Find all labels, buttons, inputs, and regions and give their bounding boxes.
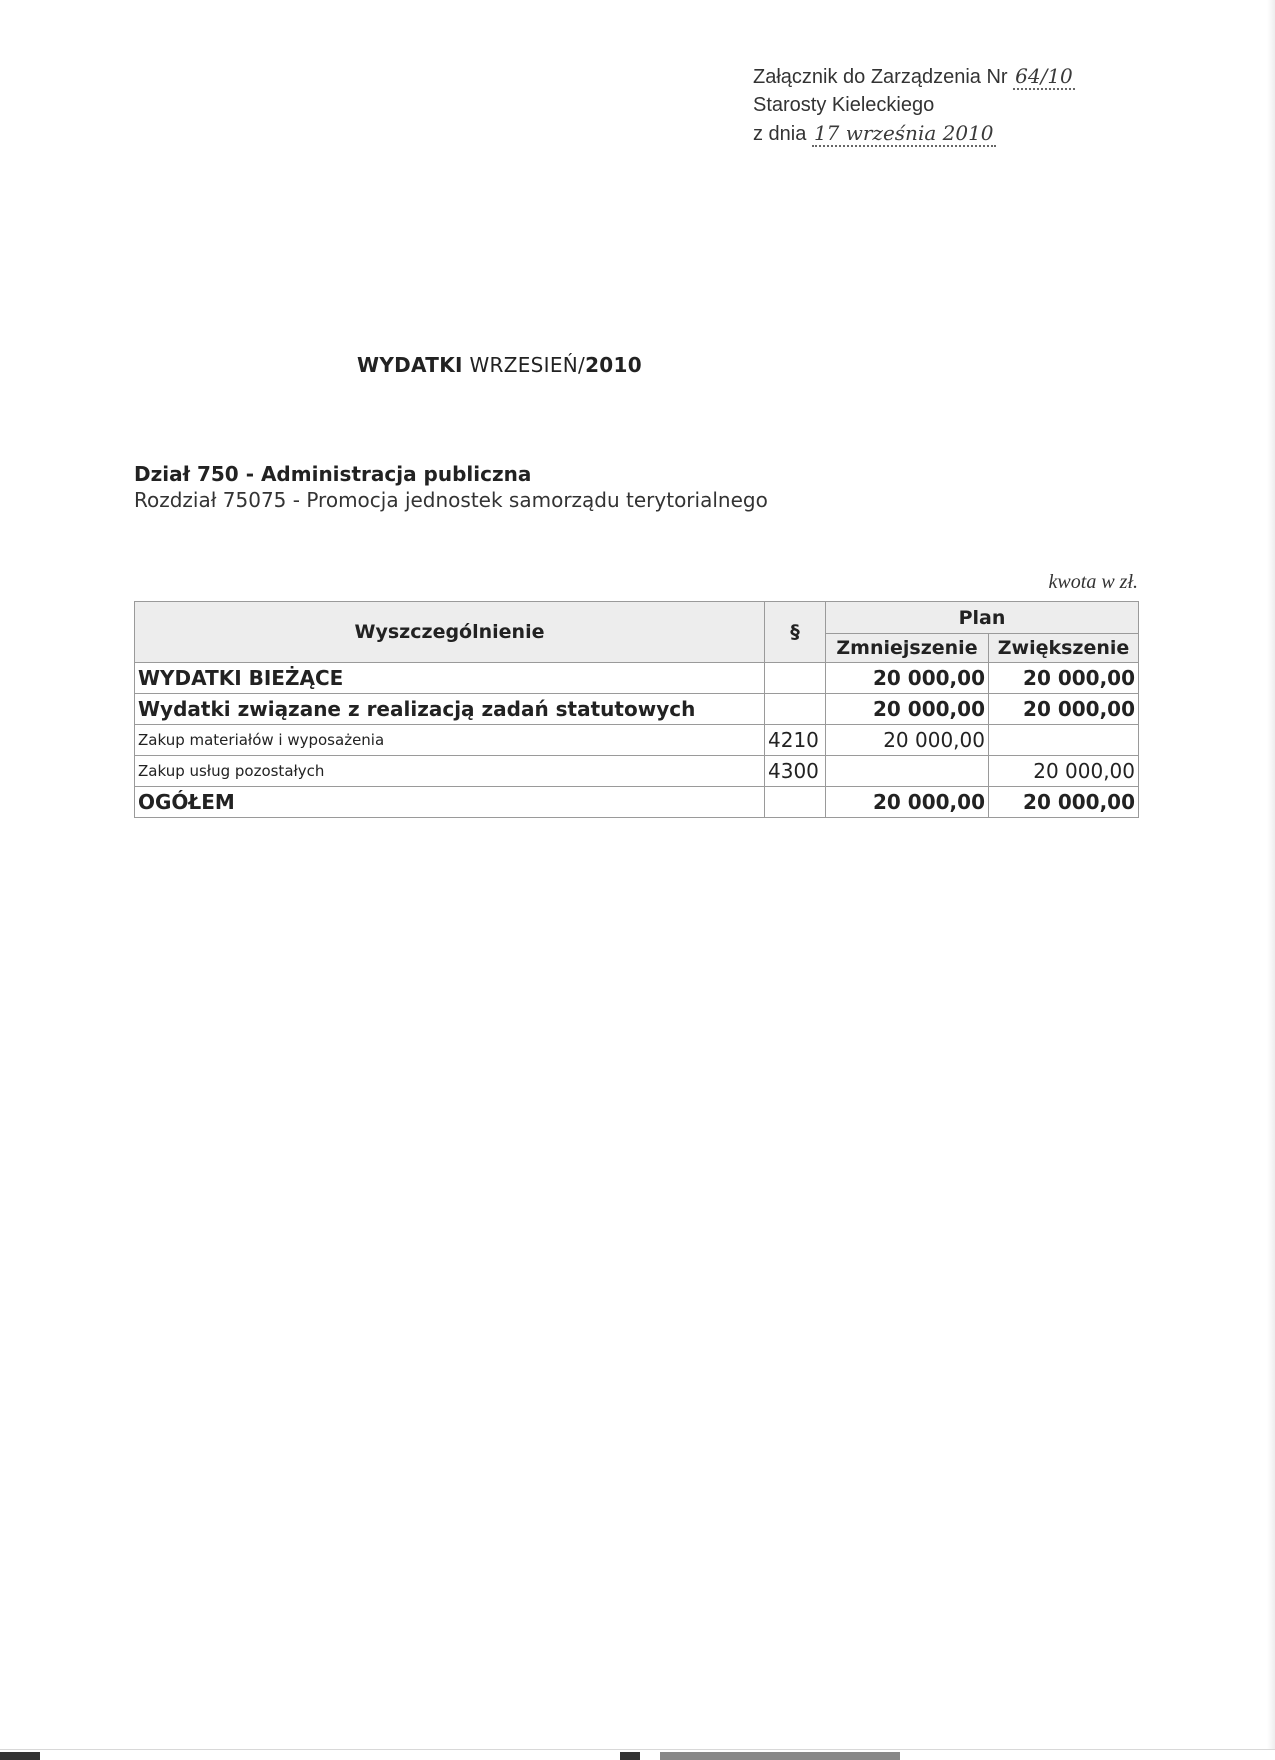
handwritten-order-number: 64/10	[1015, 64, 1073, 88]
title-year: 2010	[585, 353, 642, 377]
title-expenses: WYDATKI	[357, 353, 463, 377]
division-heading: Dział 750 - Administracja publiczna	[134, 462, 532, 486]
row-paragraph	[765, 787, 826, 818]
table-row	[135, 725, 1139, 756]
header-decrease: Zmniejszenie	[826, 634, 989, 663]
annex-line-3	[753, 119, 1075, 148]
header-description: Wyszczególnienie	[135, 602, 765, 663]
row-paragraph: 4300	[765, 756, 826, 787]
section-heading	[134, 461, 768, 513]
scan-mark	[620, 1752, 640, 1760]
annex-prefix: Załącznik do Zarządzenia Nr	[753, 66, 1008, 88]
row-increase: 20 000,00	[989, 756, 1139, 787]
document-title	[357, 353, 642, 377]
row-decrease: 20 000,00	[826, 694, 989, 725]
row-paragraph	[765, 663, 826, 694]
table-row	[135, 756, 1139, 787]
row-description: Zakup usług pozostałych	[135, 756, 765, 787]
row-description: OGÓŁEM	[135, 787, 765, 818]
annex-header	[753, 62, 1075, 148]
title-month: WRZESIEŃ/	[469, 353, 586, 377]
page-edge	[1267, 0, 1275, 1760]
row-description: WYDATKI BIEŻĄCE	[135, 663, 765, 694]
row-decrease	[826, 756, 989, 787]
scan-mark	[0, 1752, 40, 1760]
row-decrease: 20 000,00	[826, 725, 989, 756]
chapter-heading: Rozdział 75075 - Promocja jednostek samorządu terytorialnego	[134, 488, 768, 512]
row-decrease: 20 000,00	[826, 663, 989, 694]
row-paragraph	[765, 694, 826, 725]
header-increase: Zwiększenie	[989, 634, 1139, 663]
row-increase: 20 000,00	[989, 787, 1139, 818]
row-increase: 20 000,00	[989, 663, 1139, 694]
table-row	[135, 663, 1139, 694]
table-header-row	[135, 602, 1139, 634]
amount-unit-note: kwota w zł.	[1048, 571, 1138, 593]
date-prefix: z dnia	[753, 123, 807, 145]
budget-table	[134, 601, 1139, 818]
row-paragraph: 4210	[765, 725, 826, 756]
handwritten-date: 17 września 2010	[813, 121, 994, 145]
table-row	[135, 694, 1139, 725]
annex-line-2: Starosty Kieleckiego	[753, 94, 935, 116]
header-plan: Plan	[826, 602, 1139, 634]
row-decrease: 20 000,00	[826, 787, 989, 818]
row-description: Wydatki związane z realizacją zadań statutowych	[135, 694, 765, 725]
scan-bottom-strip	[0, 1749, 1275, 1760]
annex-line-1	[753, 62, 1075, 91]
scan-mark	[660, 1752, 900, 1760]
row-increase	[989, 725, 1139, 756]
row-increase: 20 000,00	[989, 694, 1139, 725]
row-description: Zakup materiałów i wyposażenia	[135, 725, 765, 756]
header-paragraph: §	[765, 602, 826, 663]
table-row-total	[135, 787, 1139, 818]
